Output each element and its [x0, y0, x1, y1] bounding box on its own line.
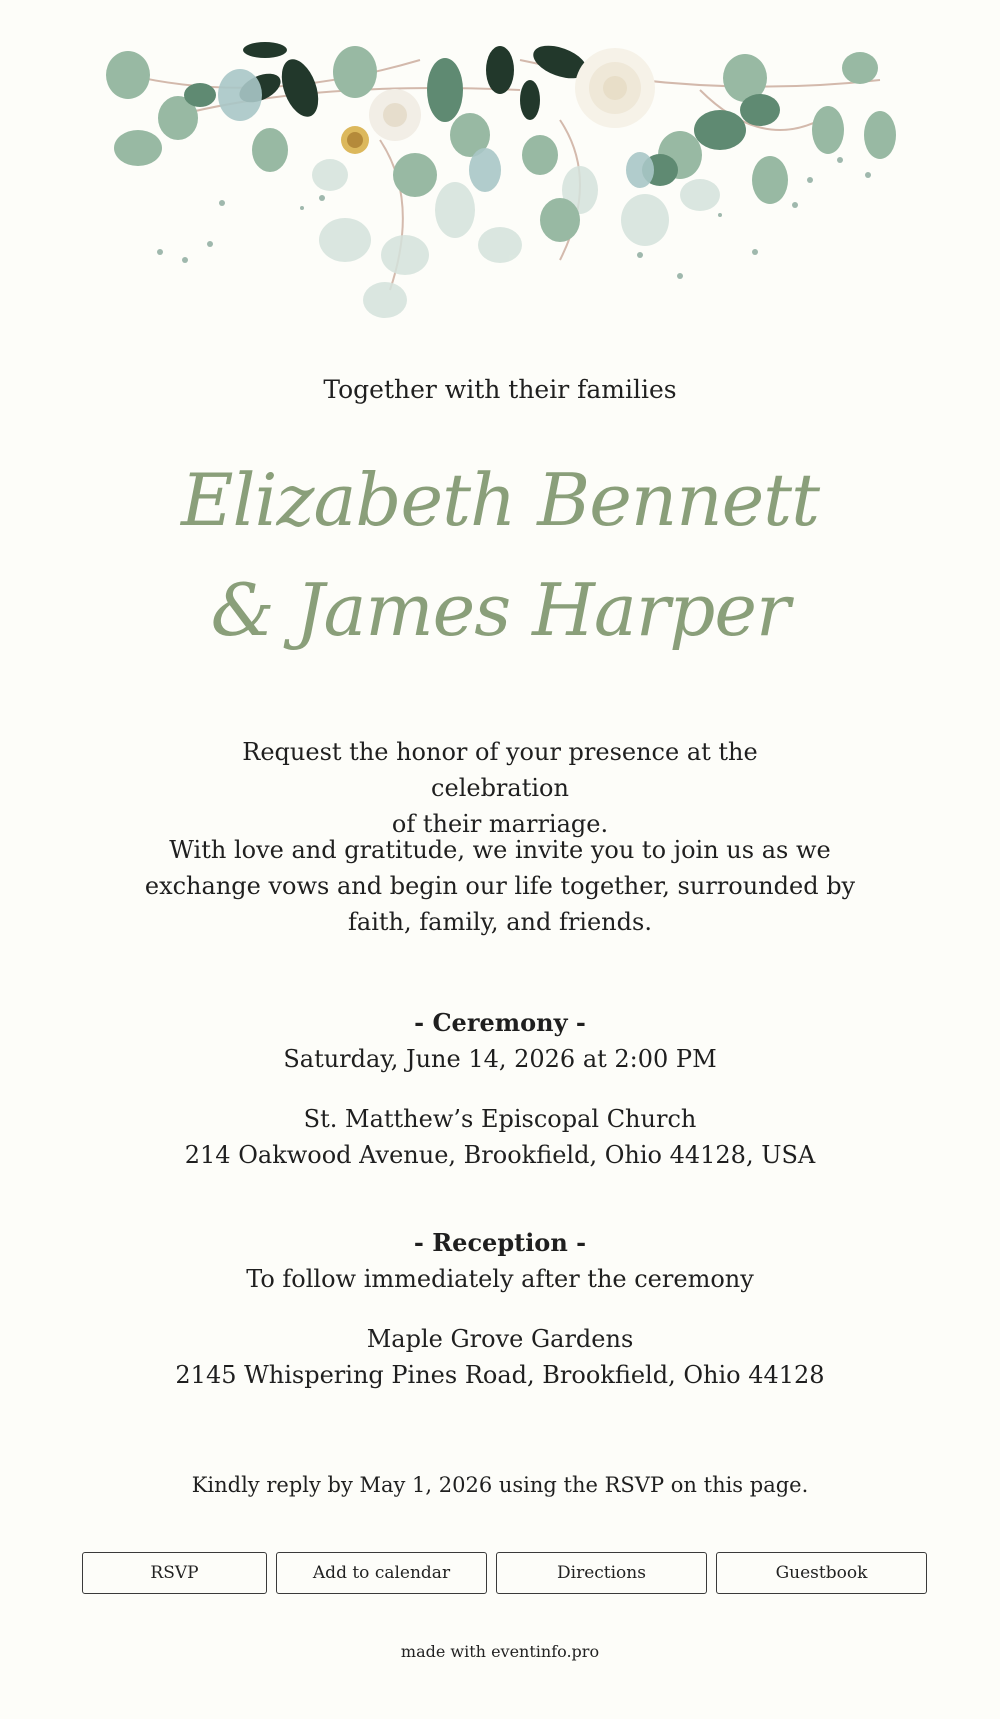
invitation-message-text: With love and gratitude, we invite you to join us as we exchange vows and begin our life together, surrounded by faith, family, and friends. [144, 836, 856, 936]
reception-heading: - Reception - [413, 1228, 587, 1257]
invitation-message [0, 832, 1000, 940]
reception-venue-name: Maple Grove Gardens [366, 1325, 634, 1353]
reception-venue [0, 1321, 1000, 1393]
action-buttons [82, 1552, 928, 1596]
eucalyptus-floral-garland-icon [0, 0, 1000, 340]
directions-button[interactable]: Directions [496, 1552, 707, 1594]
couple-name-line-2: & James Harper [210, 568, 790, 652]
ceremony-venue [0, 1101, 1000, 1173]
request-line-1: Request the honor of your presence at the celebration [242, 738, 758, 802]
ceremony-heading: - Ceremony - [414, 1008, 586, 1037]
intro-text: Together with their families [323, 375, 677, 404]
ceremony-datetime: Saturday, June 14, 2026 at 2:00 PM [283, 1045, 717, 1073]
footer-credit-link[interactable]: made with eventinfo.pro [400, 1642, 600, 1661]
ceremony-venue-address: 214 Oakwood Avenue, Brookfield, Ohio 44128, USA [184, 1141, 816, 1169]
request-line-2: of their marriage. [391, 810, 609, 838]
rsvp-button[interactable]: RSVP [82, 1552, 267, 1594]
reception-note: To follow immediately after the ceremony [246, 1265, 754, 1293]
couple-names [0, 445, 1000, 665]
reception-venue-address: 2145 Whispering Pines Road, Brookfield, Ohio 44128 [175, 1361, 825, 1389]
add-to-calendar-button[interactable]: Add to calendar [276, 1552, 487, 1594]
couple-name-line-1: Elizabeth Bennett [180, 458, 820, 542]
request-text [0, 734, 1000, 842]
reply-note: Kindly reply by May 1, 2026 using the RSVP on this page. [191, 1473, 809, 1497]
ceremony-venue-name: St. Matthew’s Episcopal Church [303, 1105, 697, 1133]
guestbook-button[interactable]: Guestbook [716, 1552, 927, 1594]
